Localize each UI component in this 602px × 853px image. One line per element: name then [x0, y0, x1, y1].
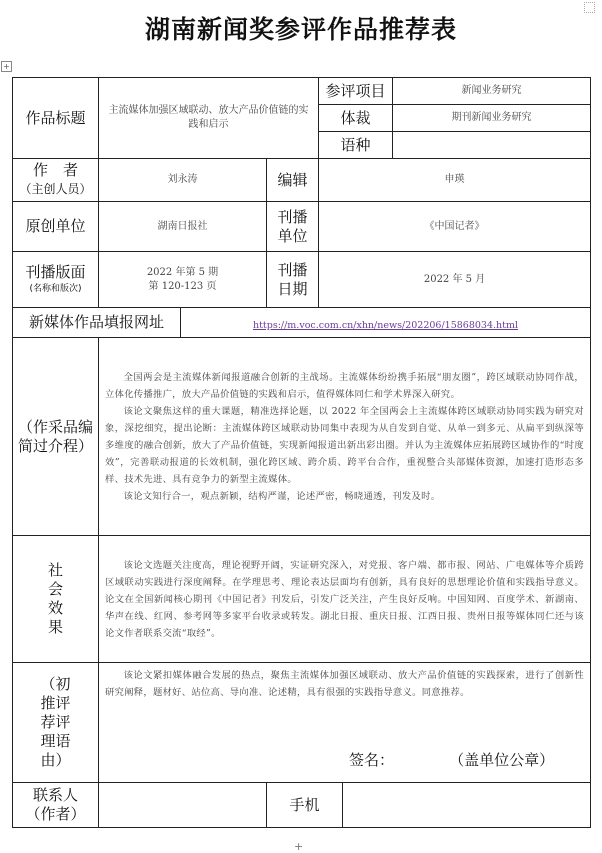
- recommendation-form-table: [12, 77, 591, 828]
- edition-value: [99, 252, 267, 308]
- news-url-link[interactable]: https://m.voc.com.cn/xhn/news/202206/15868034.html: [252, 320, 519, 331]
- project-value: 新闻业务研究: [393, 78, 591, 105]
- table-move-handle[interactable]: +: [1, 61, 12, 72]
- date-label: 刊播日期: [267, 252, 319, 308]
- genre-value: 期刊新闻业务研究: [393, 105, 591, 132]
- work-title-value: 主流媒体加强区域联动、放大产品价值链的实践和启示: [99, 78, 319, 159]
- publisher-value: 《中国记者》: [319, 202, 591, 252]
- language-label: 语种: [319, 132, 393, 159]
- intro-content: [99, 338, 591, 536]
- seal-label: （盖单位公章）: [449, 751, 555, 769]
- signature-label: 签名：: [349, 751, 395, 769]
- unit-label: 原创单位: [13, 202, 99, 252]
- genre-label: 体裁: [319, 105, 393, 132]
- edition-label-sub: (名称和版次): [29, 284, 82, 294]
- phone-value: [343, 783, 591, 828]
- editor-label: 编辑: [267, 159, 319, 202]
- recommend-content: [99, 663, 591, 783]
- phone-label: 手机: [267, 783, 343, 828]
- contact-label-main: 联系人: [32, 786, 78, 804]
- url-label: 新媒体作品填报网址: [13, 308, 181, 338]
- unit-value: 湖南日报社: [99, 202, 267, 252]
- impact-paragraph: 该论文选题关注度高，理论视野开阔，实证研究深入，对党报、客户端、都市报、网站、广电媒体等介质跨区域联动实践进行深度阐释。在学理思考、理论表达层面均有创新，具有良好的思想理论价值和实践指导意义。论文在全国新闻核心期刊《中国记者》刊发后，引发广泛关注，产生良好反响。中国知网、百度学术、新湖南、华声在线、红网、参考网等多家平台收录或转发。湖北日报、重庆日报、江西日报、贵州日报等媒体同仁还与该论文作者联系交流“取经”。: [105, 559, 585, 639]
- contact-label-sub: （作者）: [25, 805, 86, 823]
- edition-label-main: 刊播版面: [25, 263, 86, 281]
- recommend-label: （初推评荐评理语由）: [13, 663, 99, 783]
- edition-pages: 第 120-123 页: [148, 280, 217, 292]
- editor-value: 申瑛: [319, 159, 591, 202]
- language-value: [393, 132, 591, 159]
- signature-area: [349, 749, 554, 770]
- author-label: [13, 159, 99, 202]
- table-anchor-marker: [584, 2, 595, 13]
- intro-paragraph: 该论文聚焦这样的重大课题，精准选择论题，以 2022 年全国两会上主流媒体跨区域联动协同实践为研究对象，深挖细究，提出论断：主流媒体跨区域联动协同集中表现为从自发到自觉、从单一到多元、从扁平到纵深等多维度的融合创新，放大了产品价值链，实现新闻报道出新出彩出圈。并认为主流媒体应拓展跨区域协作的“时度效”，完善联动报道的长效机制，强化跨区域、跨介质、跨平台合作，重视整合头部媒体资源，加速打造形态多样、技术先进、具有竞争力的新型主流媒体。: [105, 405, 585, 485]
- impact-label: 社会效果: [13, 536, 99, 663]
- author-value: 刘永涛: [99, 159, 267, 202]
- contact-value: [99, 783, 267, 828]
- publisher-label: 刊播单位: [267, 202, 319, 252]
- edition-label: [13, 252, 99, 308]
- contact-label: [13, 783, 99, 828]
- recommend-paragraph: 该论文紧扣媒体融合发展的热点，聚焦主流媒体加强区域联动、放大产品价值链的实践探索，进行了创新性研究阐释，题材好、站位高、导向准、论述精，具有很强的实践指导意义。同意推荐。: [105, 670, 585, 698]
- edition-issue: 2022 年第 5 期: [146, 266, 219, 278]
- page-title: 湖南新闻奖参评作品推荐表: [144, 15, 457, 44]
- work-title-label: 作品标题: [13, 78, 99, 159]
- date-value: 2022 年 5 月: [319, 252, 591, 308]
- author-label-main: 作 者: [32, 161, 78, 179]
- table-add-row-handle[interactable]: +: [294, 840, 304, 853]
- url-cell: [181, 308, 591, 338]
- intro-paragraph: 全国两会是主流媒体新闻报道融合创新的主战场。主流媒体纷纷携手拓展“朋友圈”，跨区域联动协同作战，立体化传播推广，放大产品价值链的实践和启示，值得媒体同仁和学术界深入研究。: [105, 371, 585, 400]
- author-label-sub: （主创人员）: [19, 182, 92, 196]
- project-label: 参评项目: [319, 78, 393, 105]
- intro-label: （作采品编简过介程）: [13, 338, 99, 536]
- impact-content: [99, 536, 591, 663]
- intro-paragraph: 该论文知行合一，观点新颖，结构严谨，论述严密，畅晓通透，刊发及时。: [123, 490, 441, 502]
